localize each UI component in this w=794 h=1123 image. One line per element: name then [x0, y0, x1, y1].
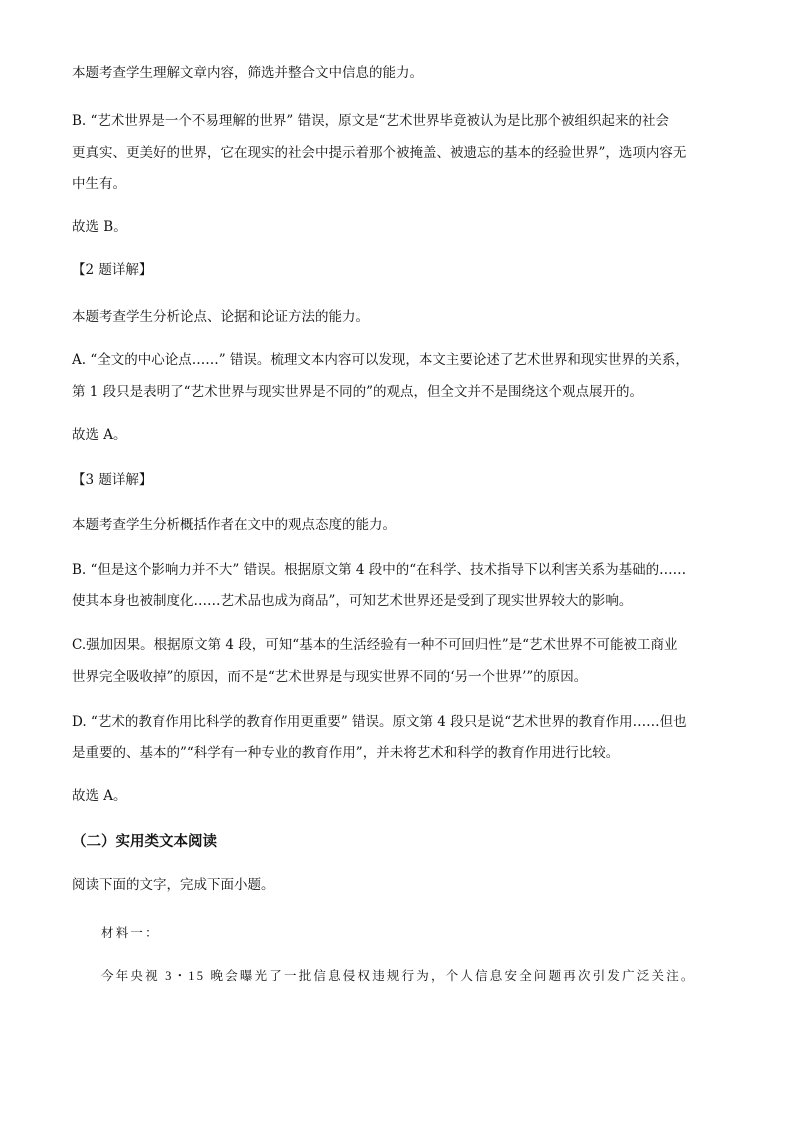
- section-heading: 【2 题详解】: [72, 262, 153, 278]
- paragraph: 是重要的、基本的”“科学有一种专业的教育作用”，并未将艺术和科学的教育作用进行比较。: [72, 745, 620, 761]
- paragraph: 故选 B。: [72, 219, 127, 235]
- section-title: （二）实用类文本阅读: [72, 833, 217, 850]
- section-heading: 【3 题详解】: [72, 472, 153, 488]
- paragraph: 故选 A。: [72, 427, 127, 443]
- paragraph: D. “艺术的教育作用比科学的教育作用更重要” 错误。原文第 4 段只是说“艺术世界的教育作用……但也: [72, 714, 687, 730]
- paragraph: 世界完全吸收掉”的原因，而不是“艺术世界是与现实世界不同的‘另一个世界’”的原因。: [72, 669, 588, 685]
- paragraph: 本题考查学生理解文章内容，筛选并整合文中信息的能力。: [72, 65, 423, 81]
- paragraph: 更真实、更美好的世界，它在现实的社会中提示着那个被掩盖、被遗忘的基本的经验世界”，选项内容无: [72, 145, 687, 161]
- paragraph: A. “全文的中心论点……” 错误。梳理文本内容可以发现，本文主要论述了艺术世界和现实世界的关系，: [72, 352, 689, 368]
- paragraph: C.强加因果。根据原文第 4 段，可知“基本的生活经验有一种不可回归性”是“艺术世界不可能被工商业: [72, 637, 678, 653]
- paragraph: 本题考查学生分析概括作者在文中的观点态度的能力。: [72, 517, 396, 533]
- paragraph: 故选 A。: [72, 788, 127, 804]
- paragraph: B. “但是这个影响力并不大” 错误。根据原文第 4 段中的“在科学、技术指导下以利害关系为基础的……: [72, 562, 687, 578]
- material-label: 材料一：: [101, 926, 160, 940]
- paragraph: 本题考查学生分析论点、论据和论证方法的能力。: [72, 309, 369, 325]
- paragraph: 使其本身也被制度化……艺术品也成为商品”，可知艺术世界还是受到了现实世界较大的影响。: [72, 593, 633, 609]
- paragraph: 第 1 段只是表明了“艺术世界与现实世界是不同的”的观点，但全文并不是围绕这个观点展开的。: [72, 384, 643, 400]
- paragraph: 中生有。: [72, 176, 126, 192]
- paragraph: B. “艺术世界是一个不易理解的世界” 错误，原文是“艺术世界毕竟被认为是比那个被组织起来的社会: [72, 113, 669, 129]
- material-text: 今年央视 3・15 晚会曝光了一批信息侵权违规行为，个人信息安全问题再次引发广泛关注。: [101, 969, 696, 983]
- paragraph: 阅读下面的文字，完成下面小题。: [72, 877, 275, 893]
